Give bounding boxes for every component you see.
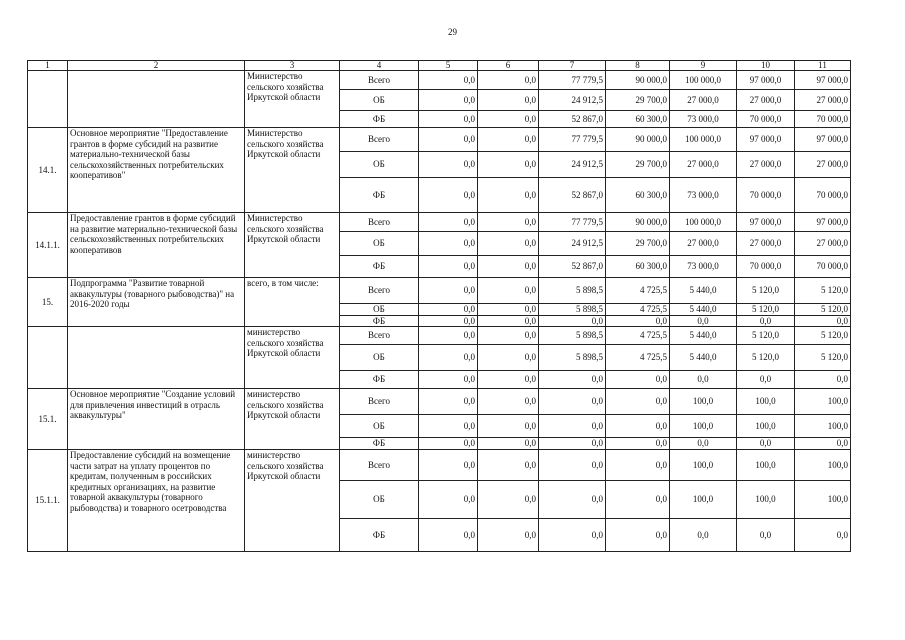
amount-cell: 27 000,0 <box>795 90 851 111</box>
amount-cell: 100,0 <box>795 450 851 481</box>
amount-cell: 0,0 <box>737 315 795 327</box>
amount-cell: 0,0 <box>795 315 851 327</box>
amount-cell: 97 000,0 <box>795 213 851 232</box>
amount-cell: 0,0 <box>606 415 670 438</box>
column-number: 10 <box>737 61 795 71</box>
amount-cell: 0,0 <box>419 389 478 415</box>
amount-cell: 90 000,0 <box>606 213 670 232</box>
amount-cell: 0,0 <box>419 152 478 178</box>
amount-cell: 5 440,0 <box>670 304 737 316</box>
amount-cell: 0,0 <box>737 438 795 450</box>
column-number: 3 <box>245 61 340 71</box>
amount-cell: 0,0 <box>539 389 606 415</box>
amount-cell: 97 000,0 <box>795 128 851 152</box>
amount-cell: 70 000,0 <box>737 256 795 278</box>
amount-cell: 0,0 <box>419 327 478 345</box>
amount-cell: 29 700,0 <box>606 90 670 111</box>
amount-cell: 0,0 <box>478 450 539 481</box>
row-code: 15. <box>28 278 68 327</box>
column-number: 11 <box>795 61 851 71</box>
amount-cell: 0,0 <box>478 519 539 552</box>
amount-cell: 0,0 <box>670 371 737 389</box>
amount-cell: 27 000,0 <box>737 152 795 178</box>
executor: министерство сельского хозяйства Иркутской области <box>245 450 340 552</box>
amount-cell: 27 000,0 <box>737 90 795 111</box>
amount-cell: 77 779,5 <box>539 128 606 152</box>
row-code: 14.1.1. <box>28 213 68 278</box>
table-row <box>28 389 851 415</box>
row-code: 15.1. <box>28 389 68 450</box>
amount-cell: 0,0 <box>419 345 478 371</box>
amount-cell: 24 912,5 <box>539 90 606 111</box>
amount-cell: 0,0 <box>478 371 539 389</box>
amount-cell: 100,0 <box>737 389 795 415</box>
funding-source: ФБ <box>340 519 419 552</box>
amount-cell: 73 000,0 <box>670 178 737 213</box>
measure-name: Основное мероприятие "Создание условий для привлечения инвестиций в отрасль аквакультуры" <box>68 389 245 450</box>
row-code: 15.1.1. <box>28 450 68 552</box>
amount-cell: 0,0 <box>419 232 478 256</box>
amount-cell: 5 120,0 <box>795 345 851 371</box>
executor: Министерство сельского хозяйства Иркутской области <box>245 213 340 278</box>
funding-source: ОБ <box>340 304 419 316</box>
measure-name <box>68 327 245 389</box>
row-code <box>28 327 68 389</box>
amount-cell: 0,0 <box>419 213 478 232</box>
amount-cell: 0,0 <box>795 519 851 552</box>
amount-cell: 0,0 <box>606 389 670 415</box>
amount-cell: 29 700,0 <box>606 232 670 256</box>
amount-cell: 0,0 <box>419 90 478 111</box>
executor: Министерство сельского хозяйства Иркутской области <box>245 128 340 213</box>
executor: Министерство сельского хозяйства Иркутской области <box>245 71 340 128</box>
executor: министерство сельского хозяйства Иркутской области <box>245 389 340 450</box>
amount-cell: 29 700,0 <box>606 152 670 178</box>
measure-name: Основное мероприятие "Предоставление грантов в форме субсидий на развитие материально-технической базы сельскохозяйственных потребительских кооперативов" <box>68 128 245 213</box>
amount-cell: 0,0 <box>478 71 539 90</box>
amount-cell: 100,0 <box>795 481 851 519</box>
amount-cell: 0,0 <box>419 519 478 552</box>
amount-cell: 52 867,0 <box>539 178 606 213</box>
column-number: 4 <box>340 61 419 71</box>
amount-cell: 5 120,0 <box>737 345 795 371</box>
amount-cell: 0,0 <box>539 438 606 450</box>
amount-cell: 0,0 <box>606 450 670 481</box>
table-row <box>28 278 851 304</box>
amount-cell: 5 898,5 <box>539 304 606 316</box>
amount-cell: 100 000,0 <box>670 213 737 232</box>
amount-cell: 70 000,0 <box>737 178 795 213</box>
funding-source: Всего <box>340 450 419 481</box>
funding-source: ФБ <box>340 178 419 213</box>
amount-cell: 100,0 <box>795 389 851 415</box>
amount-cell: 0,0 <box>478 327 539 345</box>
funding-source: Всего <box>340 389 419 415</box>
amount-cell: 0,0 <box>478 415 539 438</box>
amount-cell: 0,0 <box>419 304 478 316</box>
amount-cell: 0,0 <box>419 178 478 213</box>
amount-cell: 100,0 <box>737 450 795 481</box>
column-number: 2 <box>68 61 245 71</box>
funding-source: ОБ <box>340 415 419 438</box>
amount-cell: 0,0 <box>478 315 539 327</box>
amount-cell: 100,0 <box>670 481 737 519</box>
amount-cell: 60 300,0 <box>606 256 670 278</box>
amount-cell: 100,0 <box>737 415 795 438</box>
amount-cell: 0,0 <box>419 438 478 450</box>
amount-cell: 0,0 <box>539 371 606 389</box>
amount-cell: 0,0 <box>670 315 737 327</box>
amount-cell: 0,0 <box>606 438 670 450</box>
funding-source: ОБ <box>340 232 419 256</box>
funding-source: ОБ <box>340 90 419 111</box>
funding-source: ОБ <box>340 152 419 178</box>
amount-cell: 0,0 <box>606 371 670 389</box>
amount-cell: 70 000,0 <box>737 111 795 128</box>
amount-cell: 60 300,0 <box>606 178 670 213</box>
amount-cell: 0,0 <box>419 481 478 519</box>
measure-name: Предоставление грантов в форме субсидий на развитие материально-технической базы сельскохозяйственных потребительских кооперативов <box>68 213 245 278</box>
amount-cell: 4 725,5 <box>606 345 670 371</box>
column-number: 1 <box>28 61 68 71</box>
amount-cell: 0,0 <box>478 152 539 178</box>
column-number: 7 <box>539 61 606 71</box>
amount-cell: 0,0 <box>478 345 539 371</box>
amount-cell: 5 120,0 <box>795 327 851 345</box>
amount-cell: 0,0 <box>670 519 737 552</box>
amount-cell: 5 120,0 <box>795 304 851 316</box>
amount-cell: 60 300,0 <box>606 111 670 128</box>
funding-source: Всего <box>340 71 419 90</box>
amount-cell: 5 120,0 <box>737 327 795 345</box>
amount-cell: 0,0 <box>539 481 606 519</box>
amount-cell: 97 000,0 <box>795 71 851 90</box>
amount-cell: 0,0 <box>419 278 478 304</box>
amount-cell: 0,0 <box>478 90 539 111</box>
amount-cell: 0,0 <box>670 438 737 450</box>
page-number: 29 <box>448 27 457 37</box>
amount-cell: 90 000,0 <box>606 71 670 90</box>
funding-source: Всего <box>340 128 419 152</box>
amount-cell: 52 867,0 <box>539 111 606 128</box>
funding-source: ФБ <box>340 256 419 278</box>
amount-cell: 0,0 <box>478 128 539 152</box>
amount-cell: 77 779,5 <box>539 71 606 90</box>
amount-cell: 0,0 <box>737 371 795 389</box>
amount-cell: 52 867,0 <box>539 256 606 278</box>
amount-cell: 0,0 <box>419 111 478 128</box>
amount-cell: 5 120,0 <box>795 278 851 304</box>
table-row <box>28 327 851 345</box>
amount-cell: 27 000,0 <box>795 232 851 256</box>
amount-cell: 0,0 <box>478 213 539 232</box>
amount-cell: 5 440,0 <box>670 345 737 371</box>
amount-cell: 73 000,0 <box>670 111 737 128</box>
measure-name <box>68 71 245 128</box>
measure-name: Предоставление субсидий на возмещение части затрат на уплату процентов по кредитам, полученным в российских кредитных организациях, на развитие товарной аквакультуры (товарного рыбоводства) и товарного осетроводства <box>68 450 245 552</box>
amount-cell: 0,0 <box>478 232 539 256</box>
amount-cell: 97 000,0 <box>737 128 795 152</box>
amount-cell: 0,0 <box>478 389 539 415</box>
amount-cell: 90 000,0 <box>606 128 670 152</box>
amount-cell: 100,0 <box>670 450 737 481</box>
amount-cell: 4 725,5 <box>606 327 670 345</box>
amount-cell: 0,0 <box>419 415 478 438</box>
amount-cell: 5 120,0 <box>737 278 795 304</box>
funding-source: ОБ <box>340 481 419 519</box>
amount-cell: 4 725,5 <box>606 278 670 304</box>
amount-cell: 0,0 <box>419 450 478 481</box>
amount-cell: 4 725,5 <box>606 304 670 316</box>
amount-cell: 24 912,5 <box>539 232 606 256</box>
amount-cell: 0,0 <box>419 315 478 327</box>
funding-source: ФБ <box>340 315 419 327</box>
amount-cell: 0,0 <box>539 450 606 481</box>
table-row <box>28 128 851 152</box>
measure-name: Подпрограмма "Развитие товарной аквакультуры (товарного рыбоводства)" на 2016-2020 годы <box>68 278 245 327</box>
amount-cell: 0,0 <box>478 481 539 519</box>
table-row <box>28 450 851 481</box>
column-number: 6 <box>478 61 539 71</box>
funding-source: Всего <box>340 213 419 232</box>
executor: министерство сельского хозяйства Иркутской области <box>245 327 340 389</box>
amount-cell: 5 440,0 <box>670 327 737 345</box>
amount-cell: 0,0 <box>795 371 851 389</box>
column-number: 9 <box>670 61 737 71</box>
amount-cell: 5 120,0 <box>737 304 795 316</box>
column-number: 8 <box>606 61 670 71</box>
amount-cell: 97 000,0 <box>737 71 795 90</box>
amount-cell: 100,0 <box>670 415 737 438</box>
amount-cell: 5 898,5 <box>539 278 606 304</box>
amount-cell: 0,0 <box>606 481 670 519</box>
budget-table <box>27 60 851 552</box>
table-row <box>28 71 851 90</box>
amount-cell: 0,0 <box>606 519 670 552</box>
funding-source: ФБ <box>340 438 419 450</box>
amount-cell: 0,0 <box>478 178 539 213</box>
table-row <box>28 213 851 232</box>
amount-cell: 0,0 <box>478 278 539 304</box>
amount-cell: 0,0 <box>795 438 851 450</box>
amount-cell: 0,0 <box>419 371 478 389</box>
amount-cell: 70 000,0 <box>795 178 851 213</box>
amount-cell: 0,0 <box>737 519 795 552</box>
amount-cell: 5 898,5 <box>539 345 606 371</box>
amount-cell: 97 000,0 <box>737 213 795 232</box>
amount-cell: 27 000,0 <box>737 232 795 256</box>
amount-cell: 0,0 <box>539 415 606 438</box>
table-body <box>28 71 851 552</box>
row-code: 14.1. <box>28 128 68 213</box>
amount-cell: 70 000,0 <box>795 111 851 128</box>
amount-cell: 100,0 <box>795 415 851 438</box>
funding-source: ФБ <box>340 371 419 389</box>
amount-cell: 0,0 <box>419 256 478 278</box>
amount-cell: 0,0 <box>478 438 539 450</box>
amount-cell: 0,0 <box>478 256 539 278</box>
amount-cell: 100,0 <box>670 389 737 415</box>
funding-source: Всего <box>340 278 419 304</box>
amount-cell: 0,0 <box>606 315 670 327</box>
amount-cell: 100 000,0 <box>670 128 737 152</box>
amount-cell: 27 000,0 <box>670 152 737 178</box>
amount-cell: 5 898,5 <box>539 327 606 345</box>
amount-cell: 0,0 <box>478 304 539 316</box>
amount-cell: 0,0 <box>478 111 539 128</box>
funding-source: ОБ <box>340 345 419 371</box>
funding-source: ФБ <box>340 111 419 128</box>
amount-cell: 27 000,0 <box>670 232 737 256</box>
amount-cell: 100,0 <box>737 481 795 519</box>
column-number-row <box>28 61 851 71</box>
amount-cell: 5 440,0 <box>670 278 737 304</box>
column-number: 5 <box>419 61 478 71</box>
amount-cell: 70 000,0 <box>795 256 851 278</box>
amount-cell: 27 000,0 <box>670 90 737 111</box>
amount-cell: 24 912,5 <box>539 152 606 178</box>
amount-cell: 100 000,0 <box>670 71 737 90</box>
amount-cell: 0,0 <box>419 71 478 90</box>
amount-cell: 0,0 <box>539 519 606 552</box>
amount-cell: 27 000,0 <box>795 152 851 178</box>
executor: всего, в том числе: <box>245 278 340 327</box>
amount-cell: 73 000,0 <box>670 256 737 278</box>
row-code <box>28 71 68 128</box>
amount-cell: 0,0 <box>419 128 478 152</box>
amount-cell: 77 779,5 <box>539 213 606 232</box>
amount-cell: 0,0 <box>539 315 606 327</box>
funding-source: Всего <box>340 327 419 345</box>
